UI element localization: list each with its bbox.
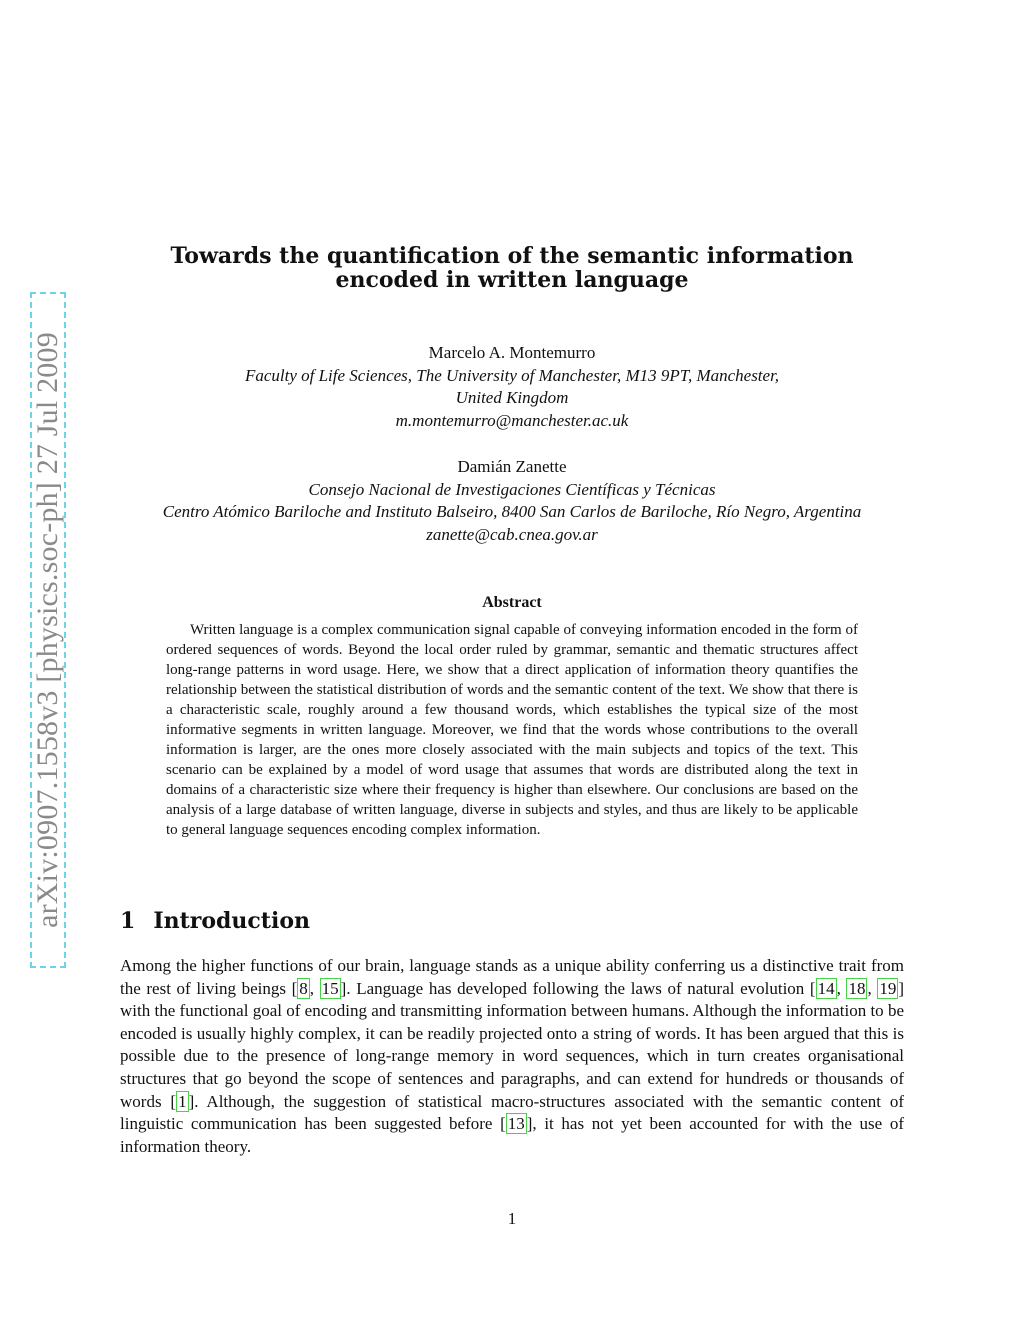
author-block-2 — [0, 456, 1024, 546]
intro-paragraph — [120, 955, 904, 1158]
paper-title-line-2: encoded in written language — [335, 267, 689, 293]
citation-link[interactable]: 18 — [848, 978, 866, 998]
author-name: Marcelo A. Montemurro — [428, 343, 596, 362]
intro-text: , — [309, 978, 320, 998]
author-affiliation: United Kingdom — [455, 388, 569, 407]
arxiv-stamp-label[interactable]: arXiv:0907.1558v3 [physics.soc-ph] 27 Jul 2009 — [31, 332, 64, 928]
author-block-1 — [0, 342, 1024, 432]
intro-text: ] with the functional goal of encoding and transmitting information between humans. Although the information to be encoded is usually highly complex, it can be readily projected onto a string of words. It has been argued that this is possible due to the presence of long-range memory in word sequences, which in turn creates organisational structures that go beyond the scope of sentences and paragraphs, and can extend for hundreds or thousands of words [ — [120, 978, 905, 1111]
author-affiliation: Consejo Nacional de Investigaciones Científicas y Técnicas — [308, 479, 716, 499]
section-title: Introduction — [153, 908, 310, 934]
intro-text: , — [867, 978, 878, 998]
citation-link[interactable]: 14 — [817, 978, 835, 998]
citation-link[interactable]: 15 — [321, 978, 339, 998]
author-email[interactable]: zanette@cab.cnea.gov.ar — [426, 524, 598, 544]
intro-text: ]. Language has developed following the laws of natural evolution [ — [340, 978, 816, 998]
section-heading — [120, 908, 310, 934]
paper-title — [0, 244, 1024, 292]
author-email[interactable]: m.montemurro@manchester.ac.uk — [395, 410, 629, 430]
citation-link[interactable]: 8 — [299, 978, 308, 998]
citation-link[interactable]: 19 — [879, 978, 897, 998]
intro-text: ]. Although, the suggestion of statistical macro-structures associated with the semantic content of linguistic communication has been suggested before [ — [120, 1091, 904, 1134]
author-affiliation: Faculty of Life Sciences, The University of Manchester, M13 9PT, Manchester, — [244, 365, 780, 385]
section-number: 1 — [120, 908, 136, 934]
author-name: Damián Zanette — [457, 457, 567, 476]
citation-link[interactable]: 13 — [507, 1114, 525, 1134]
paper-title-line-1: Towards the quantification of the semantic information — [170, 243, 854, 269]
intro-text: Among the higher functions of our brain, language stands as a unique ability conferring us a distinctive trait from the rest of living beings [ — [120, 956, 904, 998]
intro-text: ], it has not yet been accounted for with the use of information theory. — [120, 1114, 904, 1156]
abstract-heading: Abstract — [482, 594, 542, 611]
intro-text: , — [836, 978, 847, 998]
author-affiliation: Centro Atómico Bariloche and Instituto Balseiro, 8400 San Carlos de Bariloche, Río Negro, Argentina — [162, 502, 862, 521]
page-number: 1 — [507, 1209, 517, 1228]
abstract-text: Written language is a complex communication signal capable of conveying information encoded in the form of ordered sequences of words. Beyond the local order ruled by grammar, semantic and thematic structures affect long-range patterns in word usage. Here, we show that a direct application of information theory quantifies the relationship between the statistical distribution of words and the semantic content of the text. We show that there is a characteristic scale, roughly around a few thousand words, which establishes the typical size of the most informative segments in written language. Moreover, we find that the words whose contributions to the overall information is larger, are the ones more closely associated with the main subjects and topics of the text. This scenario can be explained by a model of word usage that assumes that words are distributed along the text in domains of a characteristic size where their frequency is higher than elsewhere. Our conclusions are based on the analysis of a large database of written language, diverse in subjects and styles, and thus are likely to be applicable to general language sequences encoding complex information. — [166, 622, 858, 838]
citation-link[interactable]: 1 — [178, 1091, 187, 1111]
